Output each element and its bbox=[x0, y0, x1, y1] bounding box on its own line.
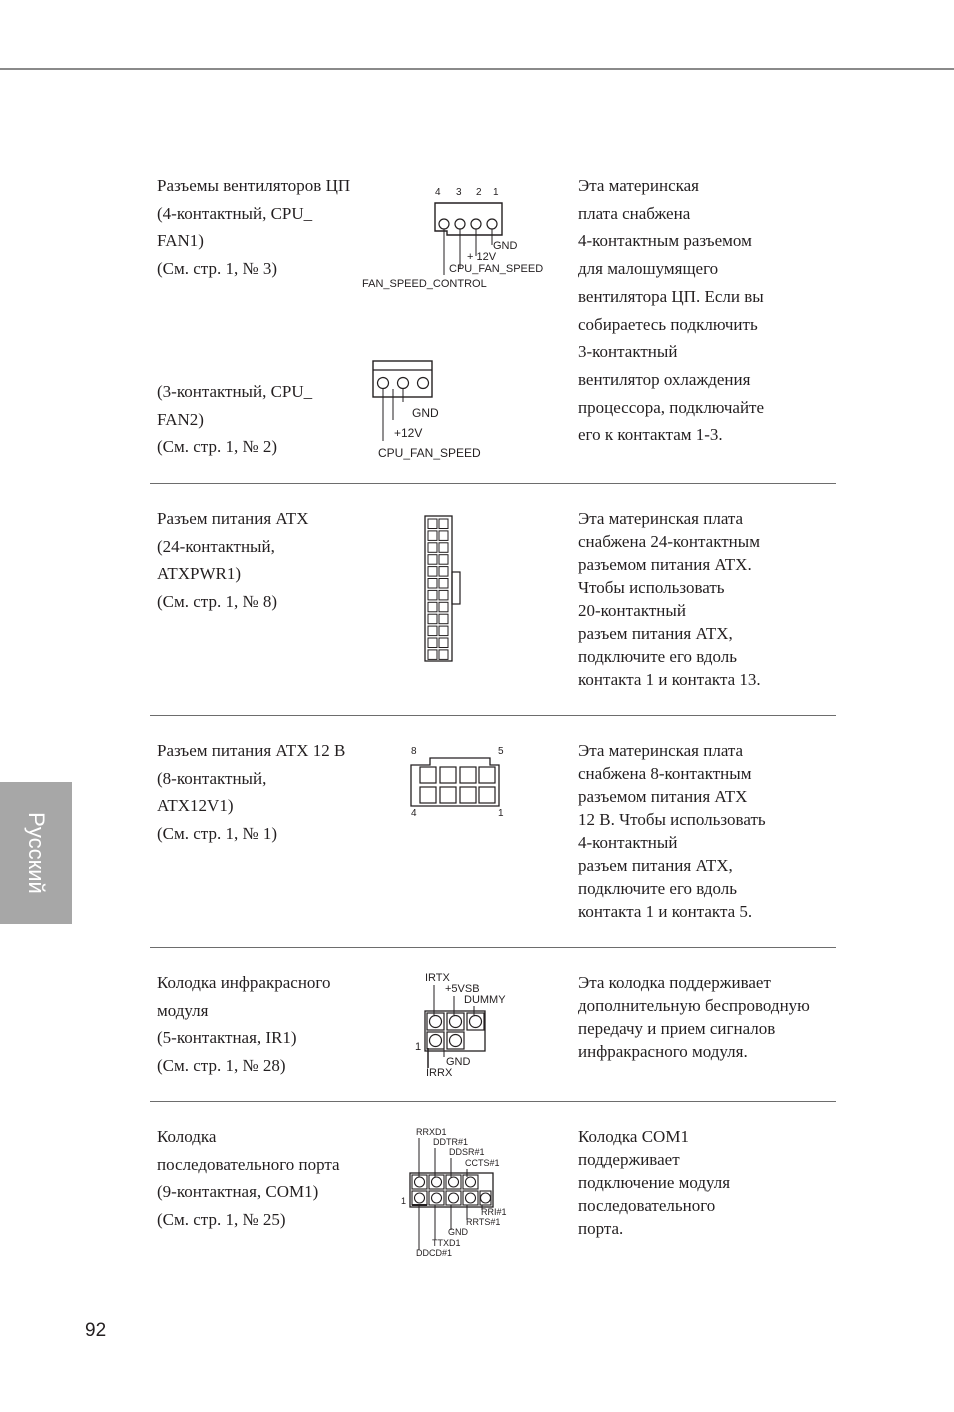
pin-number: 4 bbox=[435, 187, 441, 198]
desc-line: 4-контактным разъемом bbox=[578, 231, 752, 251]
desc-line: контакта 1 и контакта 5. bbox=[578, 902, 753, 921]
ir-ref: (См. стр. 1, № 28) bbox=[157, 1055, 286, 1075]
atx24-pin bbox=[439, 519, 448, 529]
language-label: Русский bbox=[24, 812, 49, 894]
pin-label: TTXD1 bbox=[432, 1238, 461, 1248]
com-title: Колодка bbox=[157, 1127, 217, 1146]
desc-line: передачу и прием сигналов bbox=[578, 1019, 776, 1038]
section-divider bbox=[150, 483, 836, 484]
ir-title-block bbox=[157, 969, 372, 1079]
atx24-connector-diagram bbox=[424, 515, 464, 663]
atx12v-description bbox=[578, 739, 766, 923]
pin-label: DDTR#1 bbox=[433, 1137, 469, 1147]
pin-label: + 12V bbox=[467, 251, 497, 263]
desc-line: плата снабжена bbox=[578, 203, 691, 223]
com-ref: (См. стр. 1, № 25) bbox=[157, 1209, 286, 1229]
desc-line: 12 В. Чтобы использовать bbox=[578, 810, 766, 829]
pin-label: +12V bbox=[394, 426, 423, 440]
atx24-pin bbox=[428, 602, 437, 612]
atx12v-ref: (См. стр. 1, № 1) bbox=[157, 823, 278, 843]
com-pins: (9-контактная, COM1) bbox=[157, 1182, 319, 1202]
atx24-pin bbox=[439, 602, 448, 612]
pin-label: IRTX bbox=[425, 972, 450, 984]
atx24-pin bbox=[428, 579, 437, 589]
pin-label: FAN_SPEED_CONTROL bbox=[362, 278, 487, 290]
cpu-fan2-name: FAN2) bbox=[157, 409, 204, 429]
atx24-pin bbox=[428, 614, 437, 624]
desc-line: разъемом питания ATX bbox=[578, 787, 748, 806]
desc-line: Эта материнская плата bbox=[578, 509, 744, 528]
pin-label: GND bbox=[493, 240, 518, 252]
desc-line: поддерживает bbox=[578, 1150, 680, 1169]
desc-line: дополнительную беспроводную bbox=[578, 996, 810, 1015]
desc-line: разъемом питания ATX. bbox=[578, 555, 752, 574]
pin-label: IRRX bbox=[426, 1067, 453, 1079]
desc-line: разъем питания ATX, bbox=[578, 624, 733, 643]
atx24-pin bbox=[439, 614, 448, 624]
ir-title-2: модуля bbox=[157, 1000, 209, 1020]
cpu-fan1-ref: (См. стр. 1, № 3) bbox=[157, 258, 278, 278]
pin-label: 8 bbox=[411, 746, 417, 757]
desc-line: снабжена 8-контактным bbox=[578, 764, 752, 783]
atx24-pin bbox=[428, 519, 437, 529]
atx24-pin bbox=[428, 543, 437, 553]
atx24-pin bbox=[439, 626, 448, 636]
desc-line: подключите его вдоль bbox=[578, 647, 738, 666]
desc-line: Колодка COM1 bbox=[578, 1127, 689, 1146]
atx12v-title-block bbox=[157, 737, 372, 847]
pin-label: RRXD1 bbox=[416, 1127, 447, 1137]
desc-line: подключите его вдоль bbox=[578, 879, 738, 898]
com-title-2: последовательного порта bbox=[157, 1154, 340, 1174]
desc-line: собираетесь подключить bbox=[578, 314, 758, 334]
cpu-fan-title: Разъемы вентиляторов ЦП bbox=[157, 176, 351, 195]
pin-label: GND bbox=[446, 1056, 471, 1068]
atx-ref: (См. стр. 1, № 8) bbox=[157, 591, 278, 611]
atx24-pin bbox=[439, 590, 448, 600]
desc-line: инфракрасного модуля. bbox=[578, 1042, 748, 1061]
atx24-pin bbox=[428, 638, 437, 648]
pin-label: GND bbox=[412, 406, 439, 420]
pin-label: DDSR#1 bbox=[449, 1147, 485, 1157]
ir-title: Колодка инфракрасного bbox=[157, 973, 331, 992]
atx24-pin bbox=[428, 650, 437, 660]
pin-label: CCTS#1 bbox=[465, 1158, 500, 1168]
ir-pins: (5-контактная, IR1) bbox=[157, 1028, 297, 1048]
atx-power-title-block bbox=[157, 505, 372, 615]
desc-line: его к контактам 1-3. bbox=[578, 425, 723, 445]
desc-line: 3-контактный bbox=[578, 342, 678, 362]
desc-line: разъем питания ATX, bbox=[578, 856, 733, 875]
atx12v-pins: (8-контактный, bbox=[157, 768, 267, 788]
atx24-pin bbox=[439, 638, 448, 648]
desc-line: Эта материнская bbox=[578, 176, 699, 195]
cpu-fan1-pins: (4-контактный, CPU_ bbox=[157, 203, 313, 223]
cpu-fan1-diagram bbox=[355, 183, 555, 293]
atx-title: Разъем питания ATX bbox=[157, 509, 309, 528]
desc-line: процессора, подключайте bbox=[578, 397, 765, 417]
pin-label: DDCD#1 bbox=[416, 1248, 453, 1258]
pin-one-label: 1 bbox=[415, 1041, 422, 1053]
pin-label: +5VSB bbox=[445, 983, 480, 995]
cpu-fan2-block bbox=[157, 378, 372, 461]
atx24-pin bbox=[428, 555, 437, 565]
atx24-pin bbox=[439, 579, 448, 589]
pin-one-label: 1 bbox=[401, 1196, 407, 1206]
atx12v-name: ATX12V1) bbox=[157, 796, 234, 816]
pin-label: 5 bbox=[498, 746, 504, 757]
atx24-pin bbox=[428, 590, 437, 600]
atx24-pin bbox=[439, 555, 448, 565]
atx24-pin bbox=[428, 567, 437, 577]
cpu-fan2-ref: (См. стр. 1, № 2) bbox=[157, 437, 278, 457]
top-rule bbox=[0, 68, 954, 70]
desc-line: контакта 1 и контакта 13. bbox=[578, 670, 761, 689]
pin-label: CPU_FAN_SPEED bbox=[378, 446, 481, 460]
desc-line: для малошумящего bbox=[578, 259, 719, 279]
pin-label: 4 bbox=[411, 808, 417, 819]
cpu-fan1-name: FAN1) bbox=[157, 231, 204, 251]
desc-line: Эта колодка поддерживает bbox=[578, 973, 771, 992]
cpu-fan-title-block bbox=[157, 172, 372, 282]
desc-line: Эта материнская плата bbox=[578, 741, 744, 760]
desc-line: подключение модуля bbox=[578, 1173, 731, 1192]
atx24-pin bbox=[428, 531, 437, 541]
page-number: 92 bbox=[85, 1320, 107, 1341]
desc-line: порта. bbox=[578, 1219, 624, 1238]
atx12v-connector-diagram bbox=[405, 742, 515, 822]
com-header-diagram bbox=[398, 1124, 518, 1260]
atx24-pin bbox=[428, 626, 437, 636]
atx24-pin bbox=[439, 543, 448, 553]
desc-line: снабжена 24-контактным bbox=[578, 532, 760, 551]
desc-line: Чтобы использовать bbox=[578, 578, 725, 597]
cpu-fan2-diagram bbox=[370, 358, 510, 468]
cpu-fan-description bbox=[578, 172, 764, 449]
pin-label: RRTS#1 bbox=[466, 1217, 501, 1227]
atx24-pin bbox=[439, 650, 448, 660]
atx12v-title: Разъем питания ATX 12 В bbox=[157, 741, 346, 760]
pin-label: 1 bbox=[498, 808, 504, 819]
desc-line: вентилятора ЦП. Если вы bbox=[578, 286, 764, 306]
pin-number: 1 bbox=[493, 187, 499, 198]
cpu-fan2-pins: (3-контактный, CPU_ bbox=[157, 382, 313, 401]
pin-label: GND bbox=[448, 1227, 468, 1237]
pin-number: 2 bbox=[476, 187, 482, 198]
pin-number: 3 bbox=[456, 187, 462, 198]
desc-line: последовательного bbox=[578, 1196, 716, 1215]
ir-header-diagram bbox=[412, 970, 522, 1082]
pin-label: RRI#1 bbox=[481, 1207, 507, 1217]
desc-line: вентилятор охлаждения bbox=[578, 369, 751, 389]
language-side-tab bbox=[0, 782, 72, 924]
ir-description bbox=[578, 971, 810, 1063]
pin-label: CPU_FAN_SPEED bbox=[449, 263, 544, 275]
section-divider bbox=[150, 715, 836, 716]
pin-label: DUMMY bbox=[464, 994, 506, 1006]
atx-pins: (24-контактный, bbox=[157, 536, 275, 556]
atx24-pin bbox=[439, 567, 448, 577]
desc-line: 20-контактный bbox=[578, 601, 686, 620]
com-description bbox=[578, 1125, 730, 1240]
com-title-block bbox=[157, 1123, 372, 1233]
atx-power-description bbox=[578, 507, 761, 691]
atx24-pin bbox=[439, 531, 448, 541]
desc-line: 4-контактный bbox=[578, 833, 678, 852]
atx-name: ATXPWR1) bbox=[157, 564, 242, 584]
section-divider bbox=[150, 1101, 836, 1102]
section-divider bbox=[150, 947, 836, 948]
